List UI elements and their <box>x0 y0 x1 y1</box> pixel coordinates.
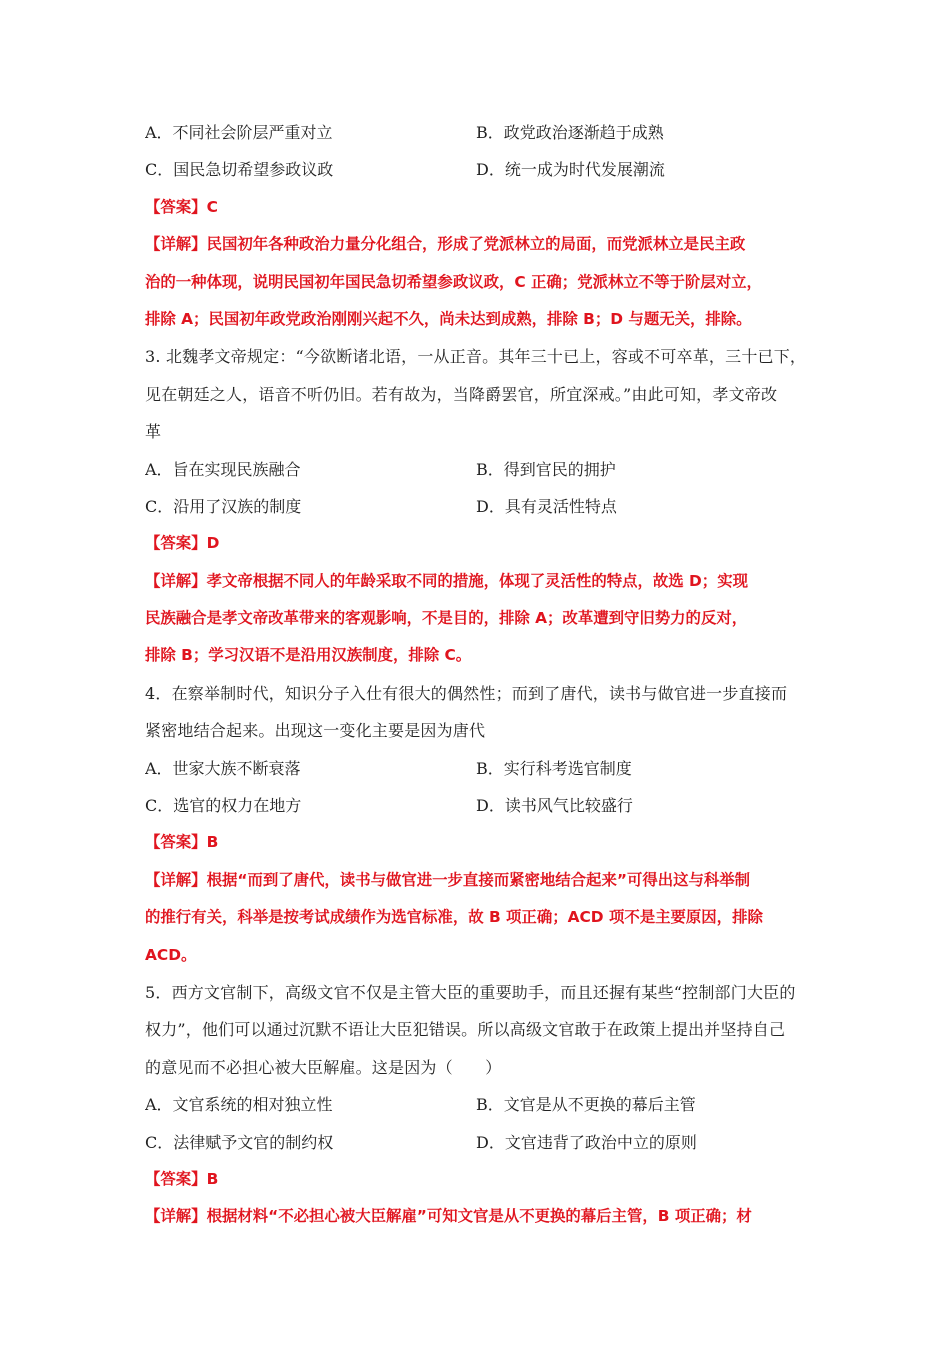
q5-stem-line-2: 权力”，他们可以通过沉默不语让大臣犯错误。所以高级文官敢于在政策上提出并坚持自己 <box>145 1020 786 1040</box>
q4-option-a[interactable]: A．世家大族不断衰落 <box>145 758 301 778</box>
document-page <box>145 114 810 1236</box>
q3-answer: 【答案】D <box>145 534 220 553</box>
q5-option-d[interactable]: D．文官违背了政治中立的原则 <box>476 1132 697 1152</box>
q5-stem-line-1: 5．西方文官制下，高级文官不仅是主管大臣的重要助手，而且还握有某些“控制部门大臣的 <box>145 982 796 1002</box>
q4-options-row-2 <box>145 787 810 824</box>
q2-option-b[interactable]: B．政党政治逐渐趋于成熟 <box>476 123 664 142</box>
q2-explain-line-2: 治的一种体现，说明民国初年国民急切希望参政议政，C 正确；党派林立不等于阶层对立， <box>145 272 762 291</box>
q3-explain-line-2: 民族融合是孝文帝改革带来的客观影响，不是目的，排除 A；改革遭到守旧势力的反对， <box>145 609 748 628</box>
q2-explain-line-3: 排除 A；民国初年政党政治刚刚兴起不久，尚未达到成熟，排除 B；D 与题无关，排除。 <box>145 309 752 328</box>
q5-options-row-2 <box>145 1124 810 1161</box>
q5-options-row-1 <box>145 1086 810 1123</box>
q5-option-a[interactable]: A．文官系统的相对独立性 <box>145 1095 333 1115</box>
q5-option-c[interactable]: C．法律赋予文官的制约权 <box>145 1132 334 1152</box>
q4-options-row-1 <box>145 750 810 787</box>
q2-options-row-1 <box>145 114 810 151</box>
q3-options-row-1 <box>145 451 810 488</box>
q3-explain-line-1: 【详解】孝文帝根据不同人的年龄采取不同的措施，体现了灵活性的特点，故选 D；实现 <box>145 571 748 590</box>
q2-answer: 【答案】C <box>145 197 218 216</box>
q5-explain-line-1: 【详解】根据材料“不必担心被大臣解雇”可知文官是从不更换的幕后主管，B 项正确；材 <box>145 1207 752 1226</box>
q3-option-a[interactable]: A．旨在实现民族融合 <box>145 459 301 479</box>
q4-stem-line-1: 4．在察举制时代，知识分子入仕有很大的偶然性；而到了唐代，读书与做官进一步直接而 <box>145 683 788 703</box>
q2-option-a[interactable]: A．不同社会阶层严重对立 <box>145 123 333 142</box>
q4-explain-line-2: 的推行有关，科举是按考试成绩作为选官标准，故 B 项正确；ACD 项不是主要原因，排除 <box>145 908 763 927</box>
q3-stem-line-1: 3. 北魏孝文帝规定：“今欲断诸北语，一从正音。其年三十已上，容或不可卒革，三十已下， <box>145 347 807 367</box>
q3-stem-line-3: 革 <box>145 422 162 442</box>
q3-stem-line-2: 见在朝廷之人，语音不听仍旧。若有故为，当降爵罢官，所宜深戒。”由此可知，孝文帝改 <box>145 384 778 404</box>
q3-explain-line-3: 排除 B；学习汉语不是沿用汉族制度，排除 C。 <box>145 646 472 665</box>
q4-stem-line-2: 紧密地结合起来。出现这一变化主要是因为唐代 <box>145 721 486 741</box>
q2-explain-line-1: 【详解】民国初年各种政治力量分化组合，形成了党派林立的局面，而党派林立是民主政 <box>145 235 746 254</box>
q4-option-c[interactable]: C．选官的权力在地方 <box>145 796 302 816</box>
q4-explain-line-3: ACD。 <box>145 945 197 964</box>
q2-option-d[interactable]: D．统一成为时代发展潮流 <box>476 160 665 180</box>
q4-option-b[interactable]: B．实行科考选官制度 <box>476 758 632 778</box>
q5-stem-line-3: 的意见而不必担心被大臣解雇。这是因为（ ） <box>145 1057 502 1077</box>
q5-option-b[interactable]: B．文官是从不更换的幕后主管 <box>476 1095 696 1115</box>
q3-option-d[interactable]: D．具有灵活性特点 <box>476 496 617 516</box>
q4-answer: 【答案】B <box>145 833 219 852</box>
q2-option-c[interactable]: C．国民急切希望参政议政 <box>145 160 334 180</box>
q2-options-row-2 <box>145 151 810 188</box>
q4-explain-line-1: 【详解】根据“而到了唐代，读书与做官进一步直接而紧密地结合起来”可得出这与科举制 <box>145 870 751 889</box>
q4-option-d[interactable]: D．读书风气比较盛行 <box>476 796 633 816</box>
q3-options-row-2 <box>145 488 810 525</box>
q3-option-b[interactable]: B．得到官民的拥护 <box>476 459 616 479</box>
q5-answer: 【答案】B <box>145 1169 219 1188</box>
q3-option-c[interactable]: C．沿用了汉族的制度 <box>145 496 302 516</box>
